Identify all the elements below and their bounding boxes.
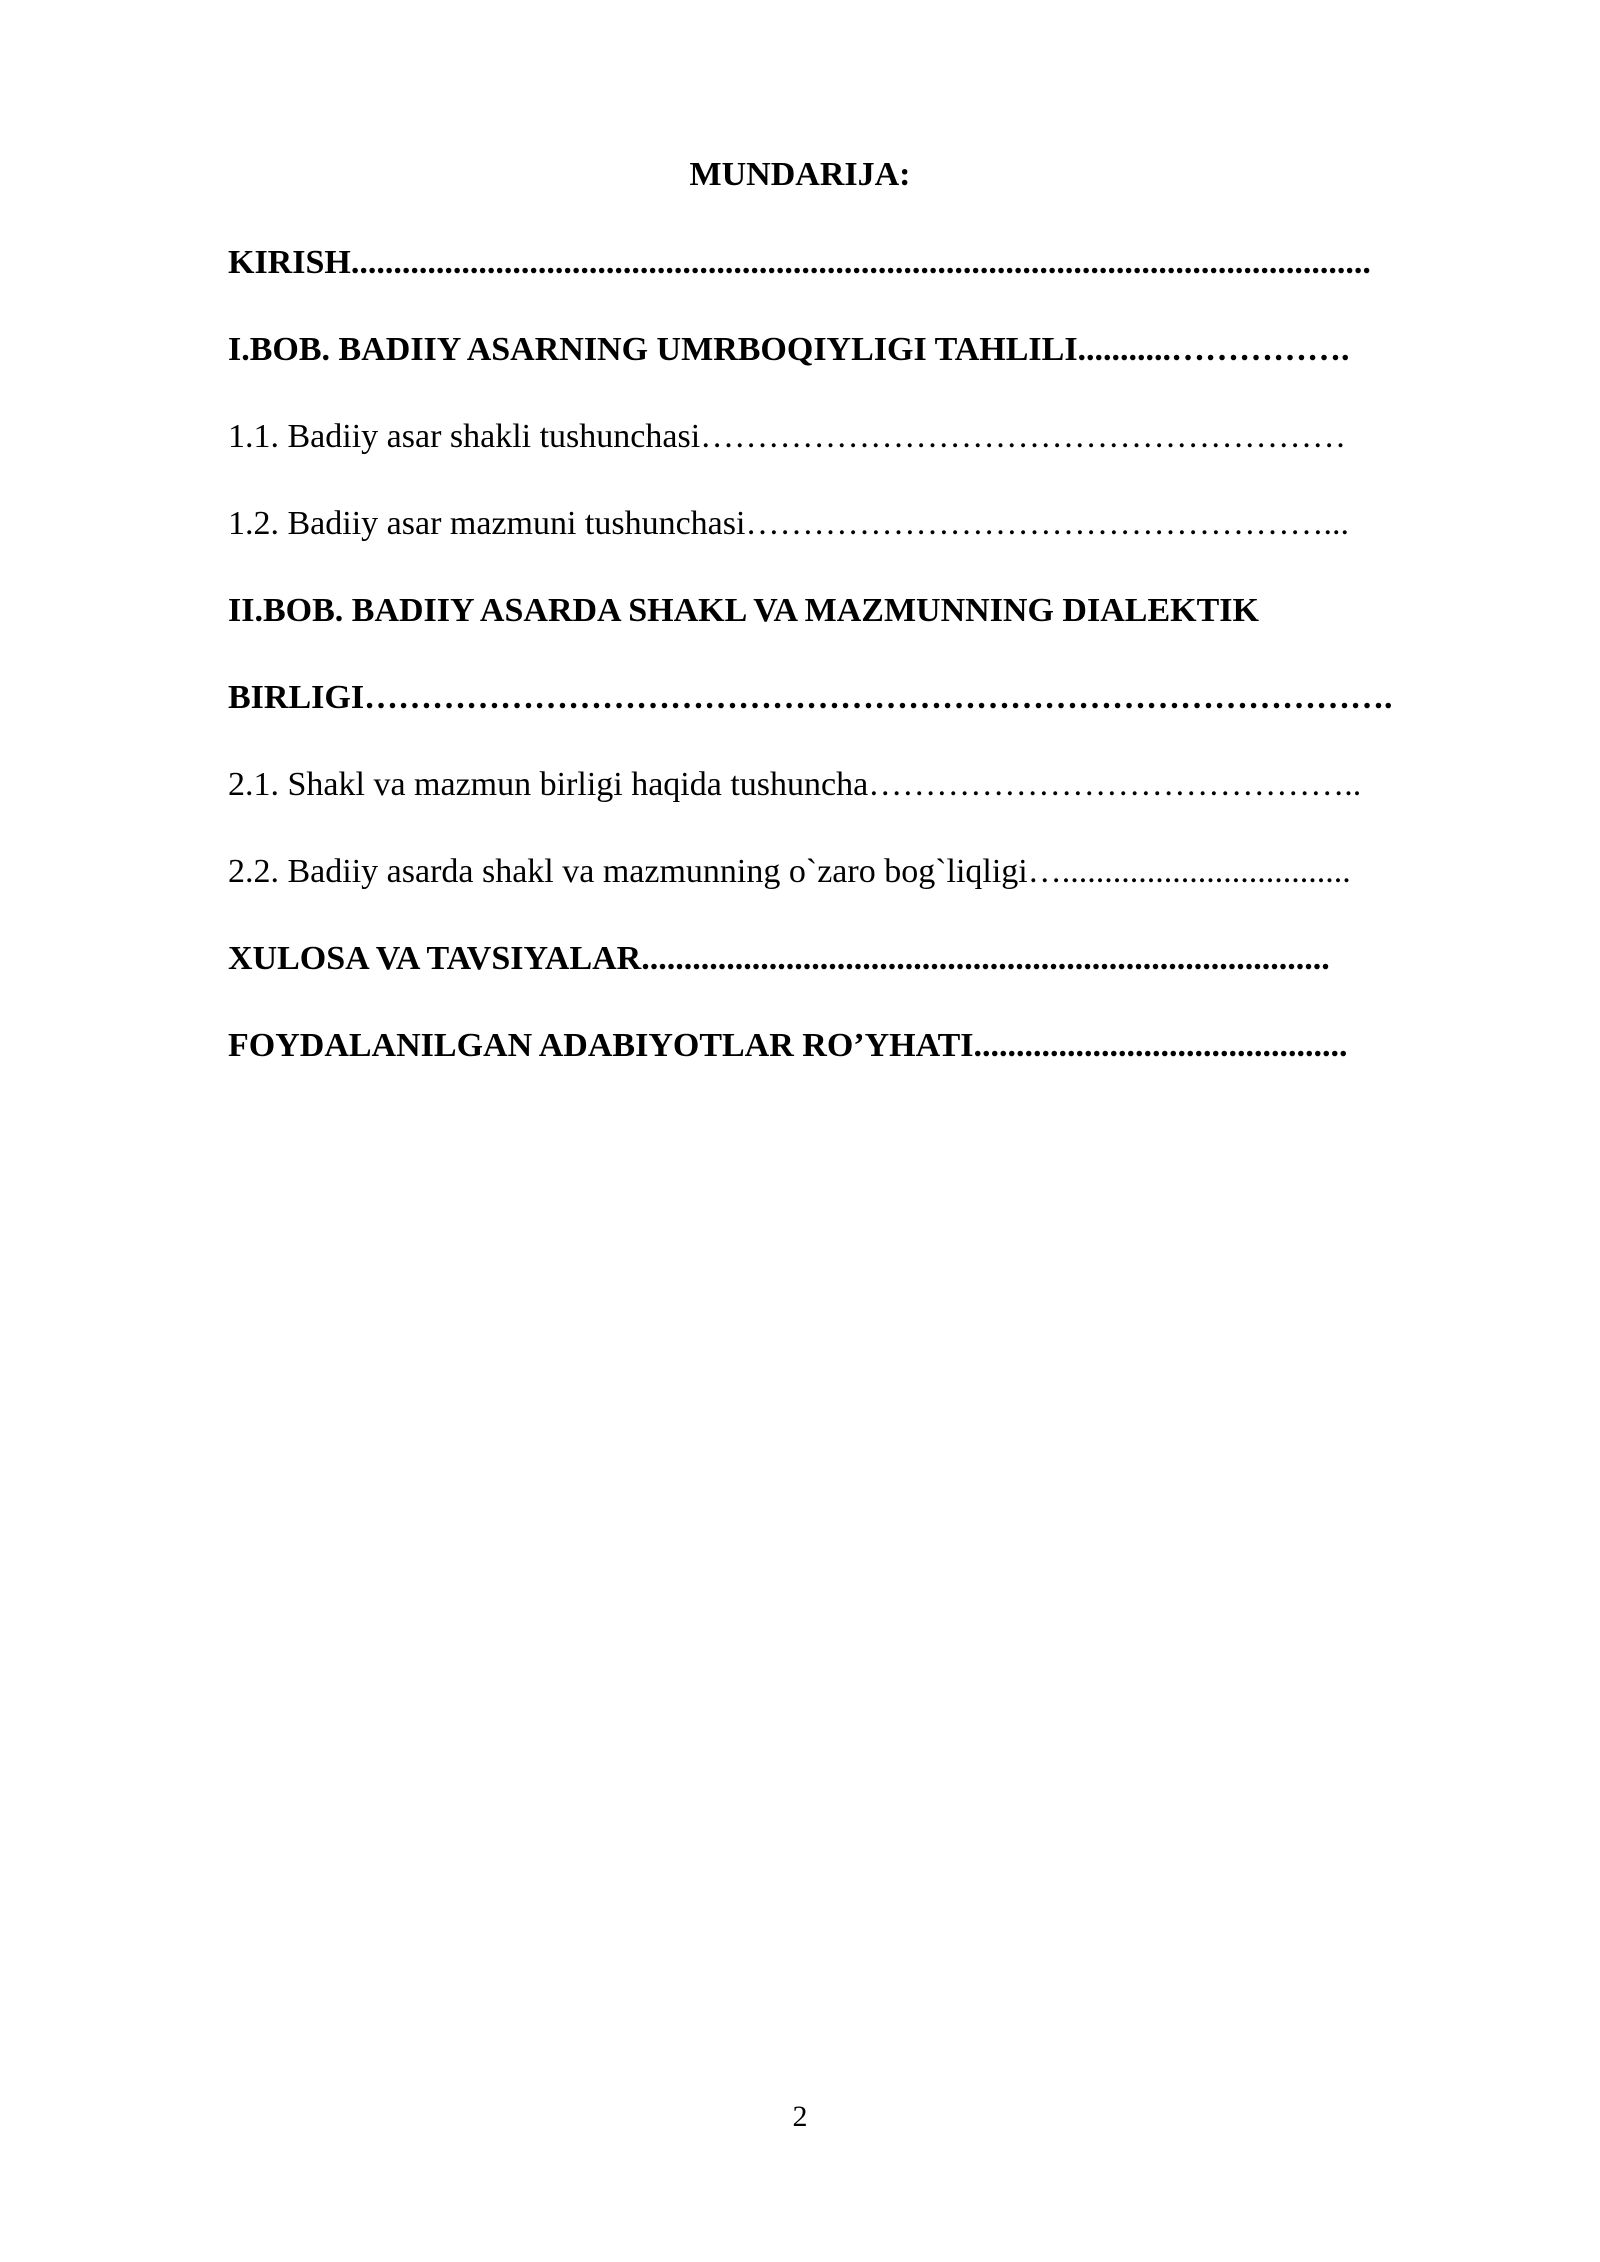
table-of-contents bbox=[228, 238, 1488, 1108]
toc-entry-section-1-1: 1.1. Badiiy asar shakli tushunchasi………………………………………………… bbox=[228, 418, 1347, 455]
toc-title: MUNDARIJA: bbox=[689, 156, 911, 193]
toc-entry-kirish: KIRISH........................................................................................................................ bbox=[228, 244, 1371, 281]
toc-entry-section-1-2: 1.2. Badiiy asar mazmuni tushunchasi……………………………………………... bbox=[228, 505, 1349, 542]
page-number: 2 bbox=[792, 2100, 808, 2133]
toc-entry-section-2-2: 2.2. Badiiy asarda shakl va mazmunning o`zaro bog`liqligi….................................. bbox=[228, 853, 1351, 890]
toc-entry-conclusion: XULOSA VA TAVSIYALAR................................................................................. bbox=[228, 940, 1330, 977]
toc-entry-chapter-1: I.BOB. BADIIY ASARNING UMRBOQIYLIGI TAHLILI...........……………. bbox=[228, 331, 1350, 368]
toc-entry-chapter-2: II.BOB. BADIIY ASARDA SHAKL VA MAZMUNNING DIALEKTIK bbox=[228, 592, 1259, 629]
toc-entry-bibliography: FOYDALANILGAN ADABIYOTLAR RO’YHATI............................................ bbox=[228, 1027, 1348, 1064]
toc-entry-chapter-2-continued: BIRLIGI………………………………………………………………………………. bbox=[228, 679, 1393, 716]
toc-entry-section-2-1: 2.1. Shakl va mazmun birligi haqida tushuncha…………………………………….. bbox=[228, 766, 1362, 803]
